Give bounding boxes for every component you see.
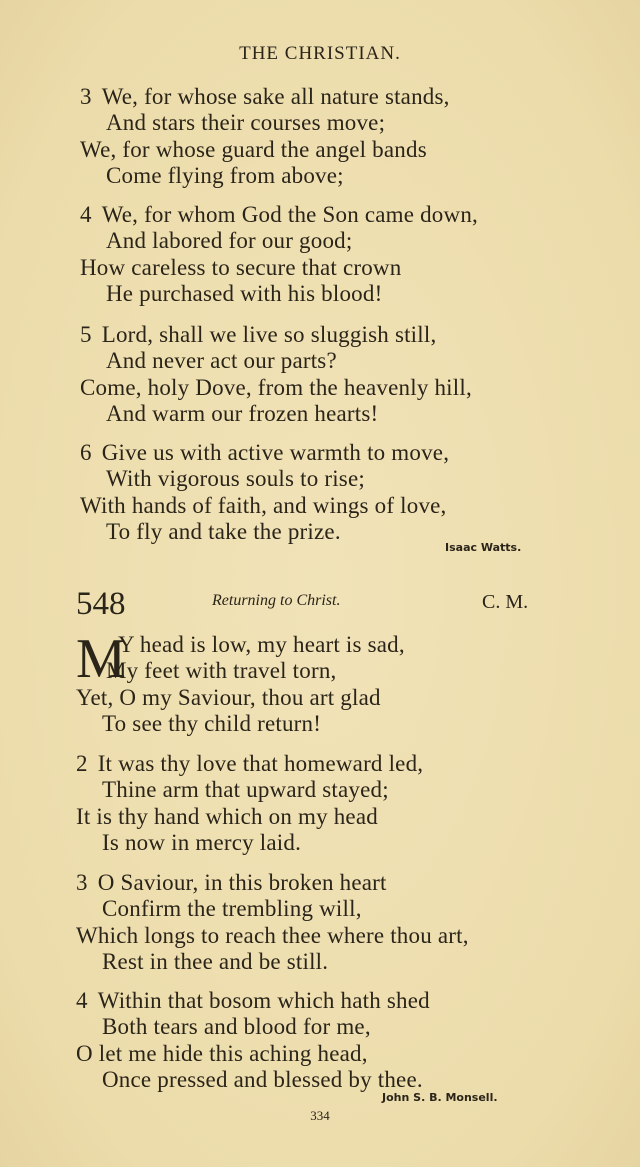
verse-text: He purchased with his blood! xyxy=(106,280,383,306)
verse-line xyxy=(106,658,336,684)
page-number: 334 xyxy=(310,1108,330,1123)
verse-text: Lord, shall we live so sluggish still, xyxy=(101,322,437,347)
verse-text: To see thy child return! xyxy=(102,710,322,736)
verse-text: Rest in thee and be still. xyxy=(102,948,329,974)
verse-line xyxy=(76,685,381,711)
verse-line xyxy=(106,163,344,189)
verse-line xyxy=(106,401,378,427)
verse-text: We, for whom God the Son came down, xyxy=(101,202,478,227)
stanza-number: 3 xyxy=(80,84,92,109)
hymn-meter: C. M. xyxy=(482,591,529,613)
verse-text: Come flying from above; xyxy=(106,162,344,188)
verse-line xyxy=(80,137,427,163)
verse-line xyxy=(102,777,389,803)
verse-line xyxy=(80,255,401,281)
verse-line xyxy=(76,1041,368,1067)
verse-line xyxy=(106,228,352,254)
stanza-number: 6 xyxy=(80,440,92,465)
verse-line xyxy=(76,751,423,777)
verse-line xyxy=(106,348,337,374)
verse-text: Both tears and blood for me, xyxy=(102,1014,371,1040)
verse-text: Give us with active warmth to move, xyxy=(101,440,450,465)
verse-text: Thine arm that upward stayed; xyxy=(102,777,389,803)
verse-text: Come, holy Dove, from the heavenly hill, xyxy=(80,374,472,400)
stanza-number: 5 xyxy=(80,322,92,347)
verse-line xyxy=(102,896,362,922)
verse-text: O let me hide this aching head, xyxy=(76,1040,368,1066)
verse-text: Which longs to reach thee where thou art, xyxy=(76,922,469,948)
verse-text: My feet with travel torn, xyxy=(106,658,337,684)
verse-line xyxy=(106,519,341,545)
verse-text: Confirm the trembling will, xyxy=(102,896,362,922)
verse-line xyxy=(76,988,430,1014)
verse-text: It is thy hand which on my head xyxy=(76,803,378,829)
stanza-number: 4 xyxy=(76,988,88,1013)
verse-line xyxy=(106,110,385,136)
verse-text: And labored for our good; xyxy=(106,228,353,254)
verse-text: We, for whose sake all nature stands, xyxy=(101,84,450,109)
verse-line xyxy=(76,804,378,830)
verse-text: Within that bosom which hath shed xyxy=(97,988,430,1013)
verse-line xyxy=(80,322,436,348)
verse-text: To fly and take the prize. xyxy=(106,518,341,544)
verse-line xyxy=(80,202,478,228)
verse-line xyxy=(80,493,447,519)
verse-text: How careless to secure that crown xyxy=(80,254,402,280)
verse-text: With hands of faith, and wings of love, xyxy=(80,492,447,518)
author-current: John S. B. Monsell. xyxy=(382,1091,498,1104)
verse-line xyxy=(102,830,301,856)
author-prev: Isaac Watts. xyxy=(445,541,522,554)
hymn-title: Returning to Christ. xyxy=(212,592,341,609)
verse-line xyxy=(106,466,365,492)
verse-text: And stars their courses move; xyxy=(106,110,386,136)
verse-line xyxy=(76,870,387,896)
stanza-number: 4 xyxy=(80,202,92,227)
verse-line xyxy=(118,632,405,658)
verse-text: With vigorous souls to rise; xyxy=(106,466,365,492)
verse-line xyxy=(80,375,472,401)
hymn-number: 548 xyxy=(76,586,126,622)
verse-text: We, for whose guard the angel bands xyxy=(80,136,427,162)
verse-line xyxy=(80,440,449,466)
verse-text: It was thy love that homeward led, xyxy=(97,751,424,776)
verse-text: And never act our parts? xyxy=(106,348,337,374)
verse-text: And warm our frozen hearts! xyxy=(106,400,379,426)
verse-text: Y head is low, my heart is sad, xyxy=(118,632,405,657)
drop-cap: M xyxy=(76,628,126,690)
verse-line xyxy=(102,949,328,975)
stanza-number: 2 xyxy=(76,751,88,776)
verse-text: Once pressed and blessed by thee. xyxy=(102,1066,423,1092)
stanza-number: 3 xyxy=(76,870,88,895)
verse-line xyxy=(102,1014,371,1040)
verse-line xyxy=(102,1067,423,1093)
verse-text: Is now in mercy laid. xyxy=(102,829,302,855)
running-header: THE CHRISTIAN. xyxy=(239,43,401,64)
verse-line xyxy=(80,84,450,110)
verse-line xyxy=(76,923,469,949)
verse-line xyxy=(106,281,382,307)
verse-text: O Saviour, in this broken heart xyxy=(97,870,387,895)
verse-line xyxy=(102,711,321,737)
verse-text: Yet, O my Saviour, thou art glad xyxy=(76,684,381,710)
